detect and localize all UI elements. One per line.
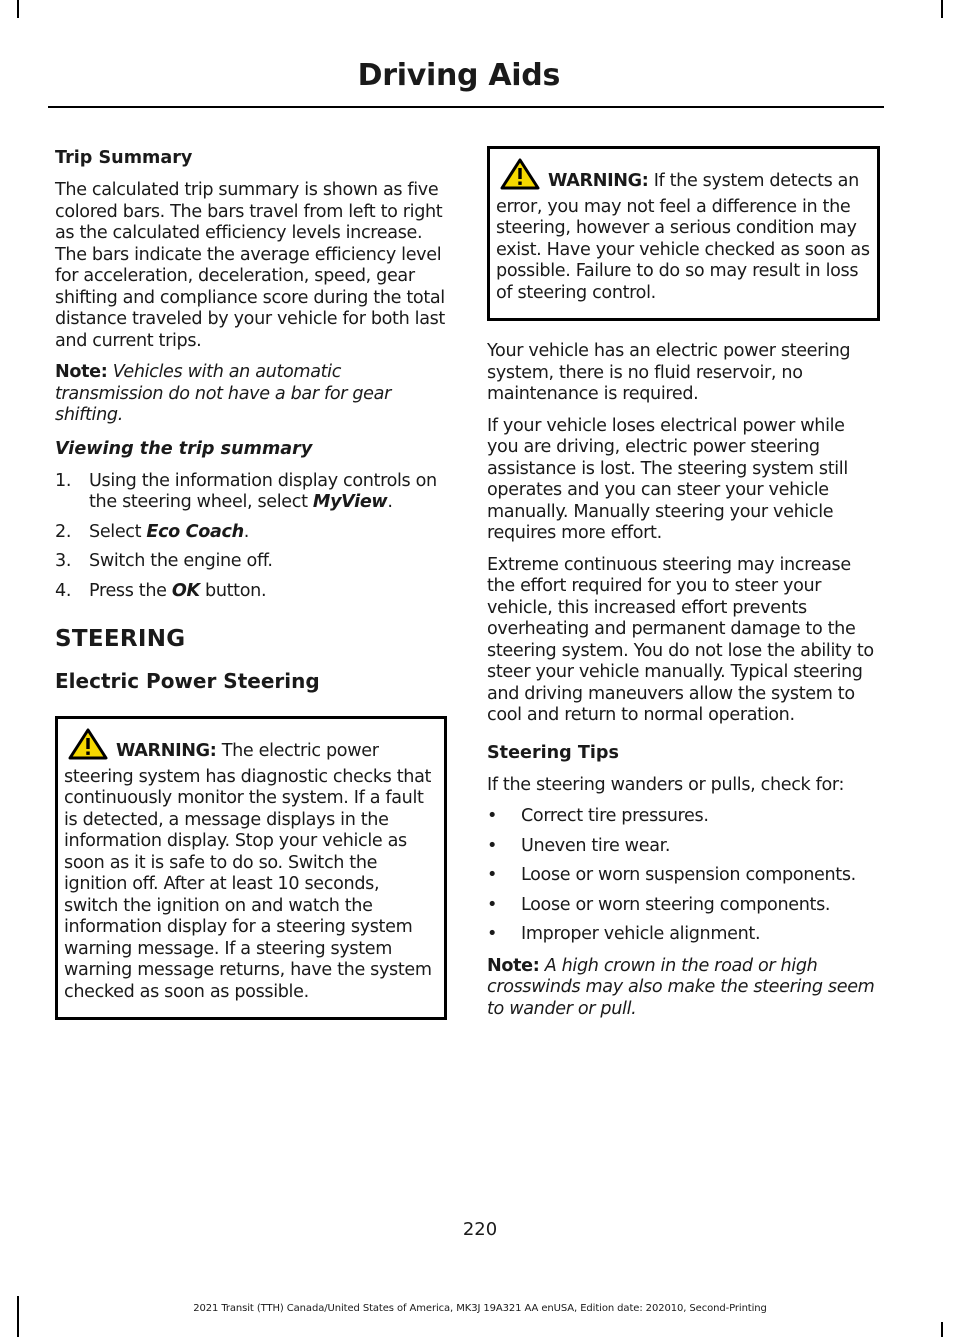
bullet: • xyxy=(487,924,498,944)
step-number: 2. xyxy=(55,521,72,542)
step-number: 3. xyxy=(55,551,72,571)
step-number: 1. xyxy=(55,470,72,491)
warning-box-top-rule xyxy=(487,146,880,149)
right-column xyxy=(487,146,880,1030)
step-text-end: . xyxy=(243,521,250,542)
list-item-text: Uneven tire wear. xyxy=(521,835,671,856)
list-item-text: Loose or worn steering components. xyxy=(521,894,831,915)
warning-paragraph xyxy=(64,728,438,1003)
list-item xyxy=(487,836,880,858)
bullet: • xyxy=(487,835,498,856)
warning-box-error xyxy=(487,146,880,321)
note-steering-wander xyxy=(487,956,880,1021)
bullet: • xyxy=(487,806,498,826)
warning-triangle-icon xyxy=(68,728,108,767)
step-text: Switch the engine off. xyxy=(89,551,273,571)
warning-label: WARNING: xyxy=(548,171,649,191)
crop-mark-top-right xyxy=(941,0,943,18)
note-label: Note: xyxy=(487,955,540,976)
trip-summary-body: The calculated trip summary is shown as five colored bars. The bars travel from left to right as the calculated efficiency levels increase. The bars indicate the average efficiency level for acceleration, deceleration, speed, gear shifting and compliance score during the total distance traveled by your vehicle for both last and current trips. xyxy=(55,180,445,351)
note-automatic-transmission xyxy=(55,362,447,427)
electric-power-steering-heading: Electric Power Steering xyxy=(55,669,320,693)
eps-paragraph-3: Extreme continuous steering may increase the effort required for you to steer your vehicle, this increased effort prevents overheating and permanent damage to the steering system. You do not lose the ability to steer your vehicle manually. Typical steering and driving maneuvers allow the system to cool and return to normal operation. xyxy=(487,554,874,725)
viewing-trip-summary-heading: Viewing the trip summary xyxy=(55,438,313,459)
bullet: • xyxy=(487,865,498,885)
warning-box-diagnostics xyxy=(55,716,447,1020)
warning-text: The electric power steering system has diagnostic checks that continuously monitor the system. If a fault is detected, a message displays in the information display. Stop your vehicle as soon as it is safe to do so. Switch the ignition off. After at least 10 seconds, switch the ignition on and watch the information display for a steering system warning message. If a steering system warning message returns, have the system checked as soon as possible. xyxy=(64,741,432,1002)
steering-tips-heading: Steering Tips xyxy=(487,742,619,763)
steering-tips-intro: If the steering wanders or pulls, check for: xyxy=(487,774,845,795)
eps-paragraph-1: Your vehicle has an electric power steering system, there is no fluid reservoir, no maintenance is required. xyxy=(487,341,851,404)
page-number: 220 xyxy=(462,1219,498,1240)
warning-paragraph xyxy=(496,158,871,304)
step-emphasis: MyView xyxy=(312,492,388,512)
warning-label: WARNING: xyxy=(116,741,217,761)
page-section-title: Driving Aids xyxy=(357,58,560,93)
list-item-text: Improper vehicle alignment. xyxy=(521,924,761,944)
crop-mark-bottom-right xyxy=(941,1322,943,1337)
note-text: A high crown in the road or high crosswinds may also make the steering seem to wander or pull. xyxy=(487,955,875,1019)
warning-box-top-rule xyxy=(55,716,447,719)
edition-footer: 2021 Transit (TTH) Canada/United States of America, MK3J 19A321 AA enUSA, Edition date: 202010, Second-Printing xyxy=(193,1303,767,1314)
steering-tips-list xyxy=(487,806,880,946)
note-label: Note: xyxy=(55,362,108,382)
step-text-end: button. xyxy=(199,580,267,601)
bullet: • xyxy=(487,894,498,915)
crop-mark-top-left xyxy=(17,0,19,18)
eps-paragraph-2: If your vehicle loses electrical power while you are driving, electric power steering assistance is lost. The steering system still operates and you can steer your vehicle manually. Manually steering your vehicle requires more effort. xyxy=(487,415,848,543)
step-text: Press the xyxy=(89,580,172,601)
step-item xyxy=(55,471,447,514)
step-text: Using the information display controls on the steering wheel, select xyxy=(89,470,437,512)
list-item-text: Correct tire pressures. xyxy=(521,806,709,826)
note-text: Vehicles with an automatic transmission do not have a bar for gear shifting. xyxy=(55,362,391,425)
steps-list xyxy=(55,471,447,603)
header-divider xyxy=(48,106,884,108)
steering-section-heading: STEERING xyxy=(55,626,186,652)
step-text: Select xyxy=(89,521,147,542)
list-item xyxy=(487,806,880,828)
step-item xyxy=(55,581,447,603)
step-text-end: . xyxy=(387,492,393,512)
list-item xyxy=(487,924,880,946)
left-column xyxy=(55,146,447,1040)
step-item xyxy=(55,522,447,544)
step-item xyxy=(55,551,447,573)
step-emphasis: Eco Coach xyxy=(146,521,244,542)
warning-triangle-icon xyxy=(500,158,540,197)
warning-text: If the system detects an error, you may not feel a difference in the steering, however a serious condition may exist. Have your vehicle checked as soon as possible. Failure to do so may result in loss of steering control. xyxy=(496,171,870,303)
step-emphasis: OK xyxy=(171,580,200,601)
list-item xyxy=(487,865,880,887)
trip-summary-heading: Trip Summary xyxy=(55,148,193,168)
list-item xyxy=(487,895,880,917)
step-number: 4. xyxy=(55,580,72,601)
list-item-text: Loose or worn suspension components. xyxy=(521,865,856,885)
